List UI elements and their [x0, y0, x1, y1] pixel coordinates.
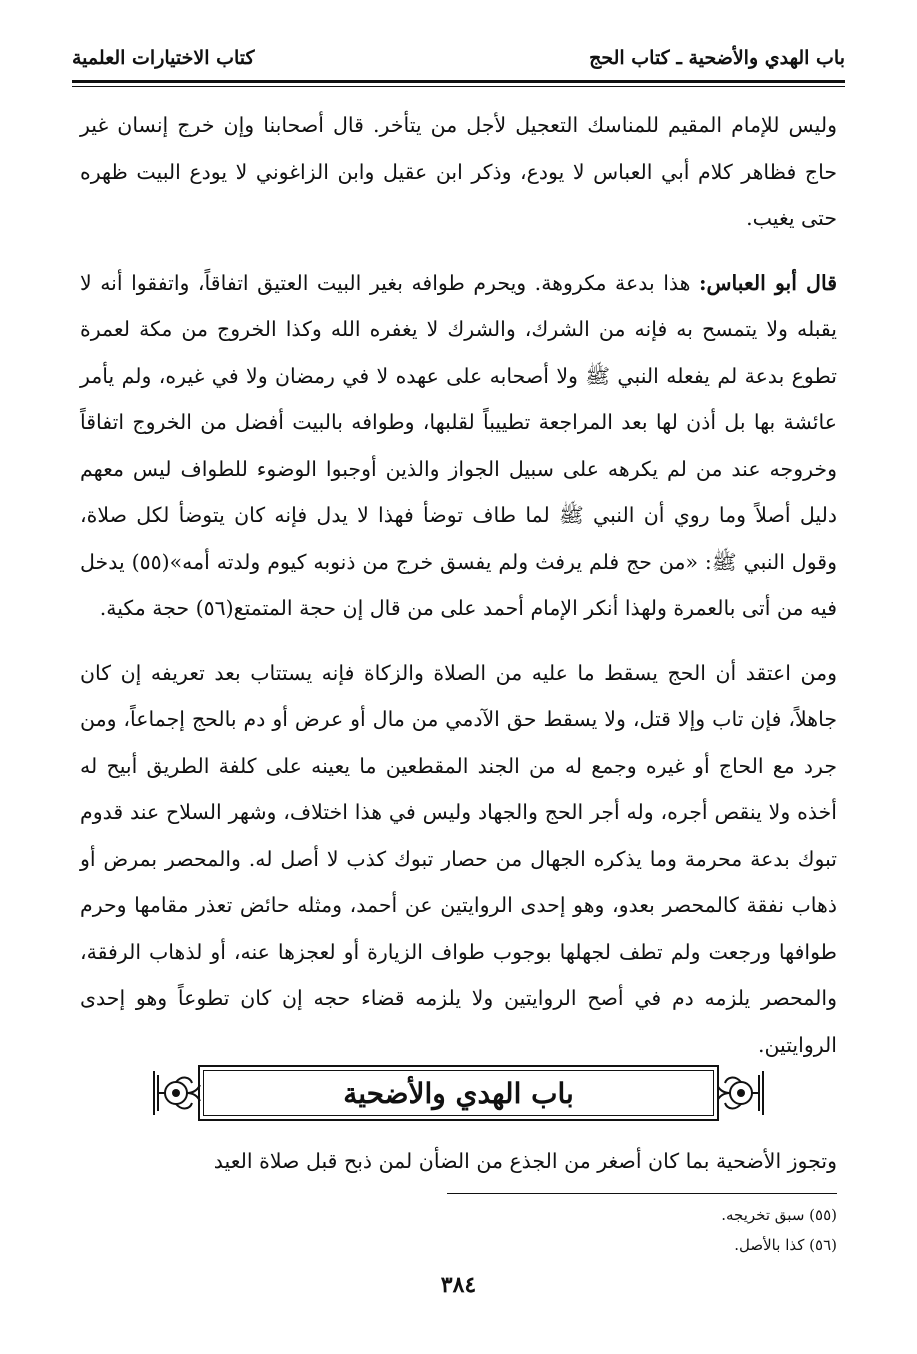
paragraph-text: هذا بدعة مكروهة. ويحرم طوافه بغير البيت العتيق اتفاقاً، واتفقوا أنه لا يقبله ولا يتمسح به فإنه من الشرك، والشرك لا يغفره الله وكذا الخروج من مكة لعمرة تطوع بدعة لم يفعله النبي ﷺ ولا أصحابه على عهده لا في رمضان ولا في غيره، ولم يأمر عائشة بها بل أذن لها بعد المراجعة تطييباً لقلبها، وطوافه بالبيت أفضل من الخروج اتفاقاً وخروجه عند من لم يكرهه على سبيل الجواز والذين أوجبوا الوضوء للطواف ليس معهم دليل أصلاً وما روي أن النبي ﷺ لما طاف توضأ فهذا لا يدل فإنه كان يتوضأ لكل صلاة، وقول النبي ﷺ: «من حج فلم يرفث ولم يفسق خرج من ذنوبه كيوم ولدته أمه»(٥٥) يدخل فيه من أتى بالعمرة ولهذا أنكر الإمام أحمد على من قال إن حجة المتمتع(٥٦) حجة مكية.	[80, 270, 837, 620]
continuation-line: وتجوز الأضحية بما كان أصغر من الجذع من الضأن لمن ذبح قبل صلاة العيد	[213, 1149, 837, 1173]
running-header	[72, 38, 845, 78]
footnotes	[80, 1200, 837, 1260]
section-title-box	[198, 1065, 719, 1121]
paragraph-1	[80, 102, 837, 242]
paragraph-text: وليس للإمام المقيم للمناسك التعجيل لأجل من يتأخر. قال أصحابنا وإن خرج إنسان غير حاج فظاهر كلام أبي العباس لا يودع، وذكر ابن عقيل وابن الزاغوني لا يودع البيت ظهره حتى يغيب.	[80, 113, 837, 230]
footnote-55: (٥٥) سبق تخريجه.	[721, 1206, 837, 1224]
paragraph-lead: قال أبو العباس:	[698, 270, 838, 295]
footnote-56: (٥٦) كذا بالأصل.	[734, 1236, 837, 1254]
paragraph-3	[80, 650, 837, 1069]
header-chapter-title: باب الهدي والأضحية ـ كتاب الحج	[589, 47, 845, 69]
header-rule-thick	[72, 80, 845, 83]
page-number: ٣٨٤	[440, 1272, 477, 1298]
header-book-title: كتاب الاختيارات العلمية	[72, 47, 255, 69]
section-title: باب الهدي والأضحية	[343, 1076, 574, 1110]
body-text	[80, 102, 837, 1086]
section-heading-frame	[148, 1065, 769, 1121]
floral-ornament-icon	[713, 1065, 769, 1121]
paragraph-2	[80, 260, 837, 632]
paragraph-text: ومن اعتقد أن الحج يسقط ما عليه من الصلاة والزكاة فإنه يستتاب بعد تعريفه إن كان جاهلاً، فإن تاب وإلا قتل، ولا يسقط حق الآدمي من مال أو عرض أو دم بالحج إجماعاً، ومن جرد مع الحاج أو غيره وجمع له من الجند المقطعين ما يعينه على كلفة الطريق أبيح له أخذه ولا ينقص أجره، وله أجر الحج والجهاد وليس في هذا اختلاف، وشهر السلاح عند قدوم تبوك بدعة محرمة وما يذكره الجهال من حصار تبوك كذب لا أصل له. والمحصر بمرض أو ذهاب نفقة كالمحصر بعدو، وهو إحدى الروايتين عن أحمد، ومثله حائض تعذر مقامها وحرم طوافها ورجعت ولم تطف لجهلها بوجوب طواف الزيارة أو لعجزها عنه، أو لذهاب الرفقة، والمحصر يلزمه دم في أصح الروايتين ولا يلزمه قضاء حجه إن كان تطوعاً وهو إحدى الروايتين.	[80, 660, 837, 1057]
footnote-separator	[447, 1193, 837, 1194]
header-rule-thin	[72, 86, 845, 87]
floral-ornament-icon	[148, 1065, 204, 1121]
